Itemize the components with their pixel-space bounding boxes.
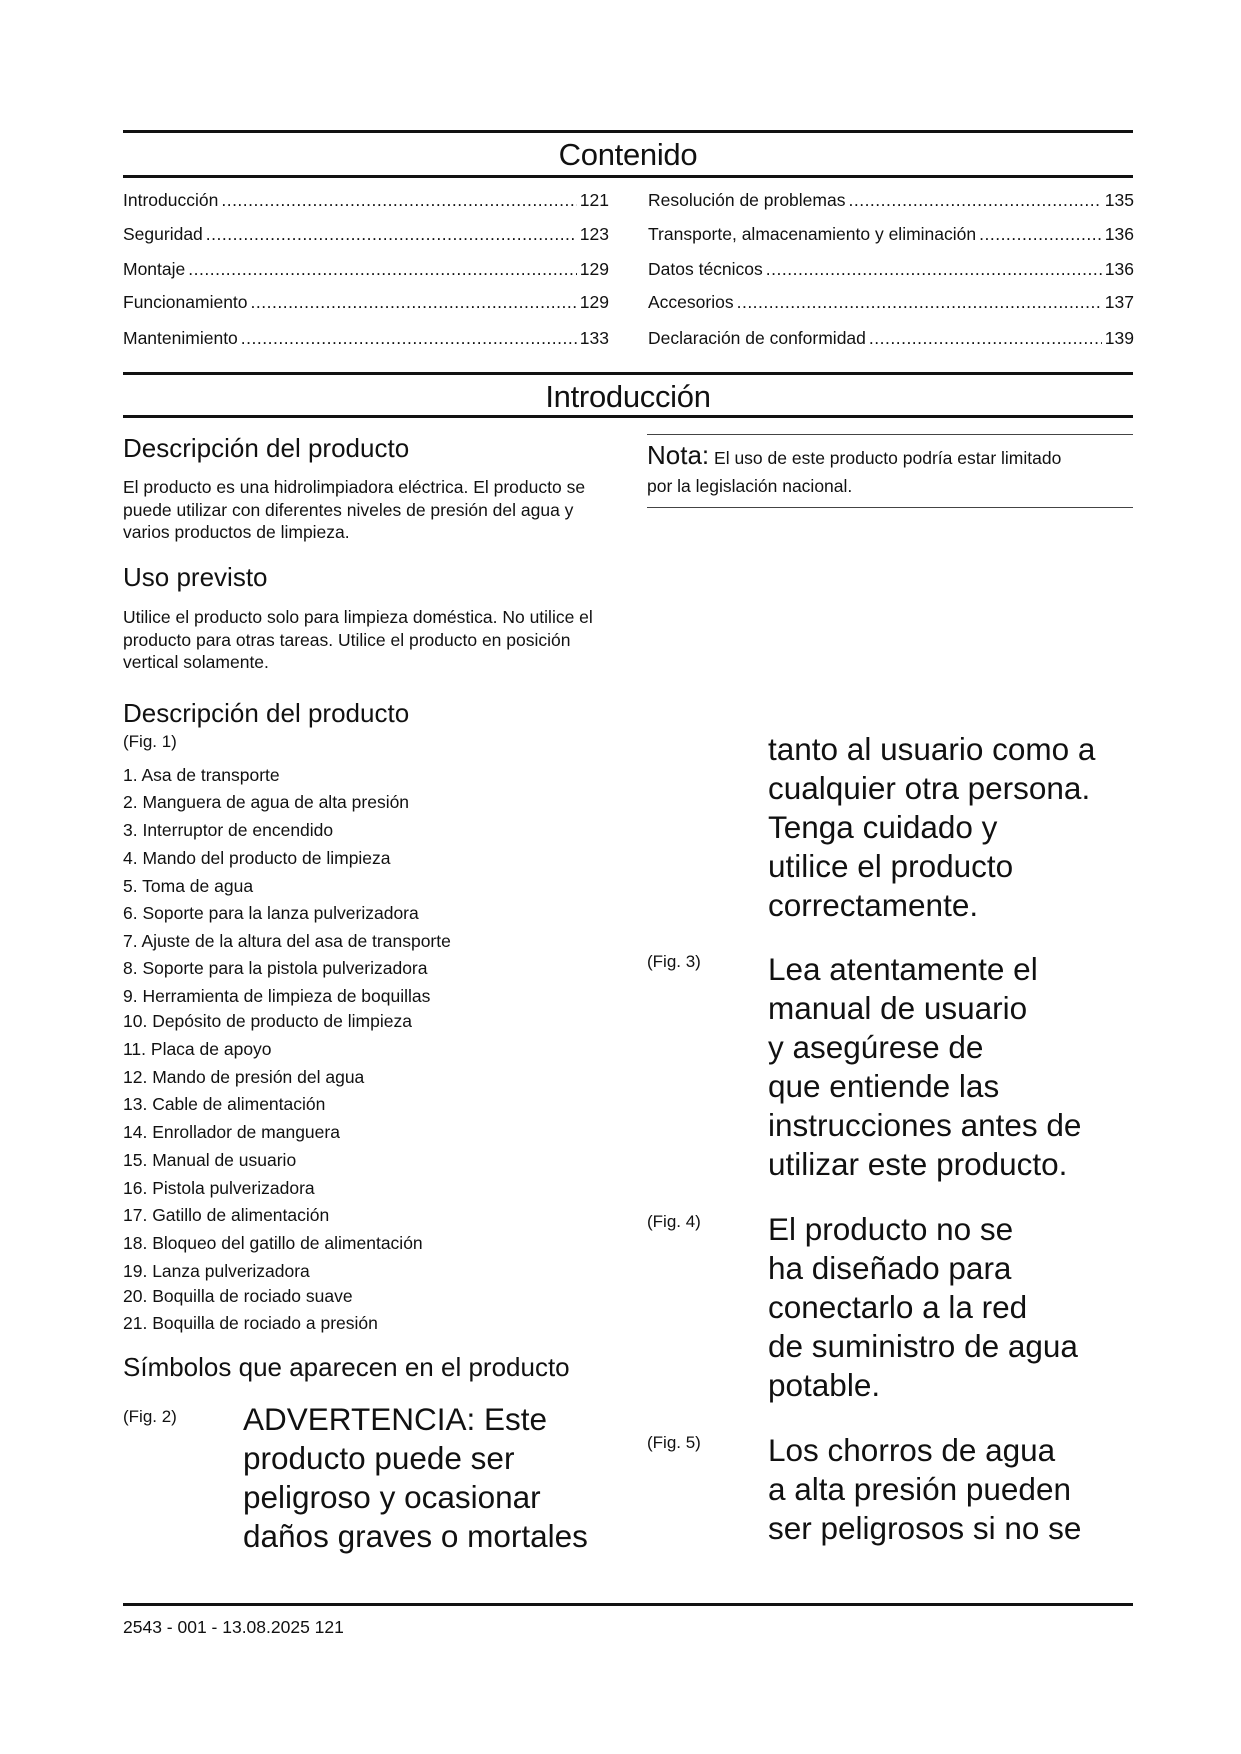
toc-label: Accesorios — [648, 292, 734, 312]
fig-2-text — [243, 1400, 588, 1556]
toc-leader — [221, 190, 576, 211]
fig-3-line: utilizar este producto. — [768, 1146, 1068, 1182]
list-item: 16. Pistola pulverizadora — [123, 1178, 315, 1198]
toc-entry[interactable] — [648, 224, 1134, 248]
intended-use-heading: Uso previsto — [123, 562, 268, 592]
toc-entry[interactable] — [123, 259, 609, 283]
fig-2-line: daños graves o mortales — [243, 1518, 588, 1554]
toc-entry[interactable] — [648, 190, 1134, 214]
toc-leader — [737, 292, 1102, 313]
toc-label: Funcionamiento — [123, 292, 248, 312]
footer-rule — [123, 1603, 1133, 1606]
fig-4-ref: (Fig. 4) — [647, 1212, 701, 1231]
toc-page: 123 — [579, 224, 609, 244]
description-heading-2: Descripción del producto — [123, 698, 410, 728]
toc-label: Resolución de problemas — [648, 190, 846, 210]
list-item: 14. Enrollador de manguera — [123, 1122, 340, 1142]
description-heading: Descripción del producto — [123, 433, 410, 463]
toc-page: 135 — [1104, 190, 1134, 210]
list-item: 17. Gatillo de alimentación — [123, 1205, 330, 1225]
symbol-continued-text — [768, 730, 1095, 925]
fig-3-line: Lea atentamente el — [768, 951, 1038, 987]
contents-title: Contenido — [558, 137, 698, 172]
toc-label: Transporte, almacenamiento y eliminación — [648, 224, 977, 244]
fig-3-line: y asegúrese de — [768, 1029, 984, 1065]
fig-4-text — [768, 1210, 1078, 1405]
toc-entry[interactable] — [648, 328, 1134, 352]
list-item: 9. Herramienta de limpieza de boquillas — [123, 986, 431, 1006]
fig-4-line: conectarlo a la red — [768, 1289, 1028, 1325]
toc-leader — [188, 259, 577, 280]
fig-2-line: producto puede ser — [243, 1440, 515, 1476]
list-item: 19. Lanza pulverizadora — [123, 1261, 310, 1281]
fig-3-line: que entiende las — [768, 1068, 1000, 1104]
toc-page: 139 — [1104, 328, 1134, 348]
toc-leader — [848, 190, 1101, 211]
symbol-line: utilice el producto — [768, 848, 1014, 884]
toc-page: 133 — [579, 328, 609, 348]
fig-3-line: manual de usuario — [768, 990, 1028, 1026]
list-item: 18. Bloqueo del gatillo de alimentación — [123, 1233, 423, 1253]
toc-entry[interactable] — [123, 328, 609, 352]
toc-entry[interactable] — [123, 190, 609, 214]
fig-1-ref: (Fig. 1) — [123, 732, 177, 751]
fig-2-line: ADVERTENCIA: Este — [243, 1401, 548, 1437]
toc-leader — [251, 292, 577, 313]
intro-title: Introducción — [545, 379, 711, 414]
toc-page: 137 — [1104, 292, 1134, 312]
toc-label: Datos técnicos — [648, 259, 763, 279]
contents-rule — [123, 175, 1133, 178]
toc-entry[interactable] — [648, 292, 1134, 316]
fig-3-ref: (Fig. 3) — [647, 952, 701, 971]
list-item: 8. Soporte para la pistola pulverizadora — [123, 958, 428, 978]
list-item: 3. Interruptor de encendido — [123, 820, 334, 840]
nota-bottom-rule — [647, 507, 1133, 508]
toc-label: Declaración de conformidad — [648, 328, 866, 348]
nota-label: Nota: — [647, 440, 710, 470]
intro-top-rule — [123, 372, 1133, 375]
list-item: 20. Boquilla de rociado suave — [123, 1286, 353, 1306]
symbols-heading: Símbolos que aparecen en el producto — [123, 1352, 570, 1382]
symbol-line: Tenga cuidado y — [768, 809, 998, 845]
description-text: El producto es una hidrolimpiadora eléctrica. El producto se puede utilizar con diferentes niveles de presión del agua y varios productos de limpieza. — [123, 477, 586, 542]
list-item: 21. Boquilla de rociado a presión — [123, 1313, 378, 1333]
list-item: 13. Cable de alimentación — [123, 1094, 326, 1114]
toc-label: Seguridad — [123, 224, 203, 244]
symbol-line: tanto al usuario como a — [768, 731, 1096, 767]
toc-entry[interactable] — [648, 259, 1134, 283]
list-item: 7. Ajuste de la altura del asa de transporte — [123, 931, 451, 951]
toc-leader — [766, 259, 1102, 280]
toc-label: Mantenimiento — [123, 328, 238, 348]
fig-4-line: El producto no se — [768, 1211, 1014, 1247]
fig-3-line: instrucciones antes de — [768, 1107, 1082, 1143]
list-item: 2. Manguera de agua de alta presión — [123, 792, 410, 812]
list-item: 12. Mando de presión del agua — [123, 1067, 365, 1087]
toc-page: 136 — [1104, 259, 1134, 279]
list-item: 4. Mando del producto de limpieza — [123, 848, 391, 868]
fig-4-line: de suministro de agua — [768, 1328, 1078, 1364]
nota-top-rule — [647, 434, 1133, 435]
fig-2-ref: (Fig. 2) — [123, 1407, 177, 1426]
nota-text: El uso de este producto podría estar limitado — [714, 448, 1062, 468]
symbol-line: correctamente. — [768, 887, 979, 923]
fig-5-text — [768, 1431, 1081, 1548]
toc-page: 129 — [579, 259, 609, 279]
fig-5-line: a alta presión pueden — [768, 1471, 1071, 1507]
toc-label: Introducción — [123, 190, 219, 210]
toc-page: 136 — [1104, 224, 1134, 244]
toc-leader — [869, 328, 1102, 349]
list-item: 15. Manual de usuario — [123, 1150, 297, 1170]
fig-5-line: ser peligrosos si no se — [768, 1510, 1082, 1546]
toc-leader — [206, 224, 577, 245]
list-item: 1. Asa de transporte — [123, 765, 280, 785]
toc-label: Montaje — [123, 259, 186, 279]
toc-leader — [979, 224, 1102, 245]
intro-rule — [123, 415, 1133, 418]
nota-box — [647, 441, 1133, 500]
intended-use-text: Utilice el producto solo para limpieza doméstica. No utilice el producto para otras tareas. Utilice el producto en posición vertical solamente. — [123, 607, 593, 672]
symbol-line: cualquier otra persona. — [768, 770, 1091, 806]
fig-3-text — [768, 950, 1081, 1184]
fig-4-line: potable. — [768, 1367, 881, 1403]
toc-page: 121 — [579, 190, 609, 210]
list-item: 10. Depósito de producto de limpieza — [123, 1011, 412, 1031]
list-item: 5. Toma de agua — [123, 876, 254, 896]
toc-entry[interactable] — [123, 224, 609, 248]
fig-5-ref: (Fig. 5) — [647, 1433, 701, 1452]
toc-page: 129 — [579, 292, 609, 312]
toc-entry[interactable] — [123, 292, 609, 316]
fig-4-line: ha diseñado para — [768, 1250, 1012, 1286]
page-footer: 2543 - 001 - 13.08.2025 121 — [123, 1617, 344, 1637]
nota-text: por la legislación nacional. — [647, 476, 853, 496]
top-rule — [123, 130, 1133, 133]
toc-leader — [241, 328, 577, 349]
list-item: 11. Placa de apoyo — [123, 1039, 272, 1059]
fig-2-line: peligroso y ocasionar — [243, 1479, 541, 1515]
list-item: 6. Soporte para la lanza pulverizadora — [123, 903, 419, 923]
fig-5-line: Los chorros de agua — [768, 1432, 1056, 1468]
